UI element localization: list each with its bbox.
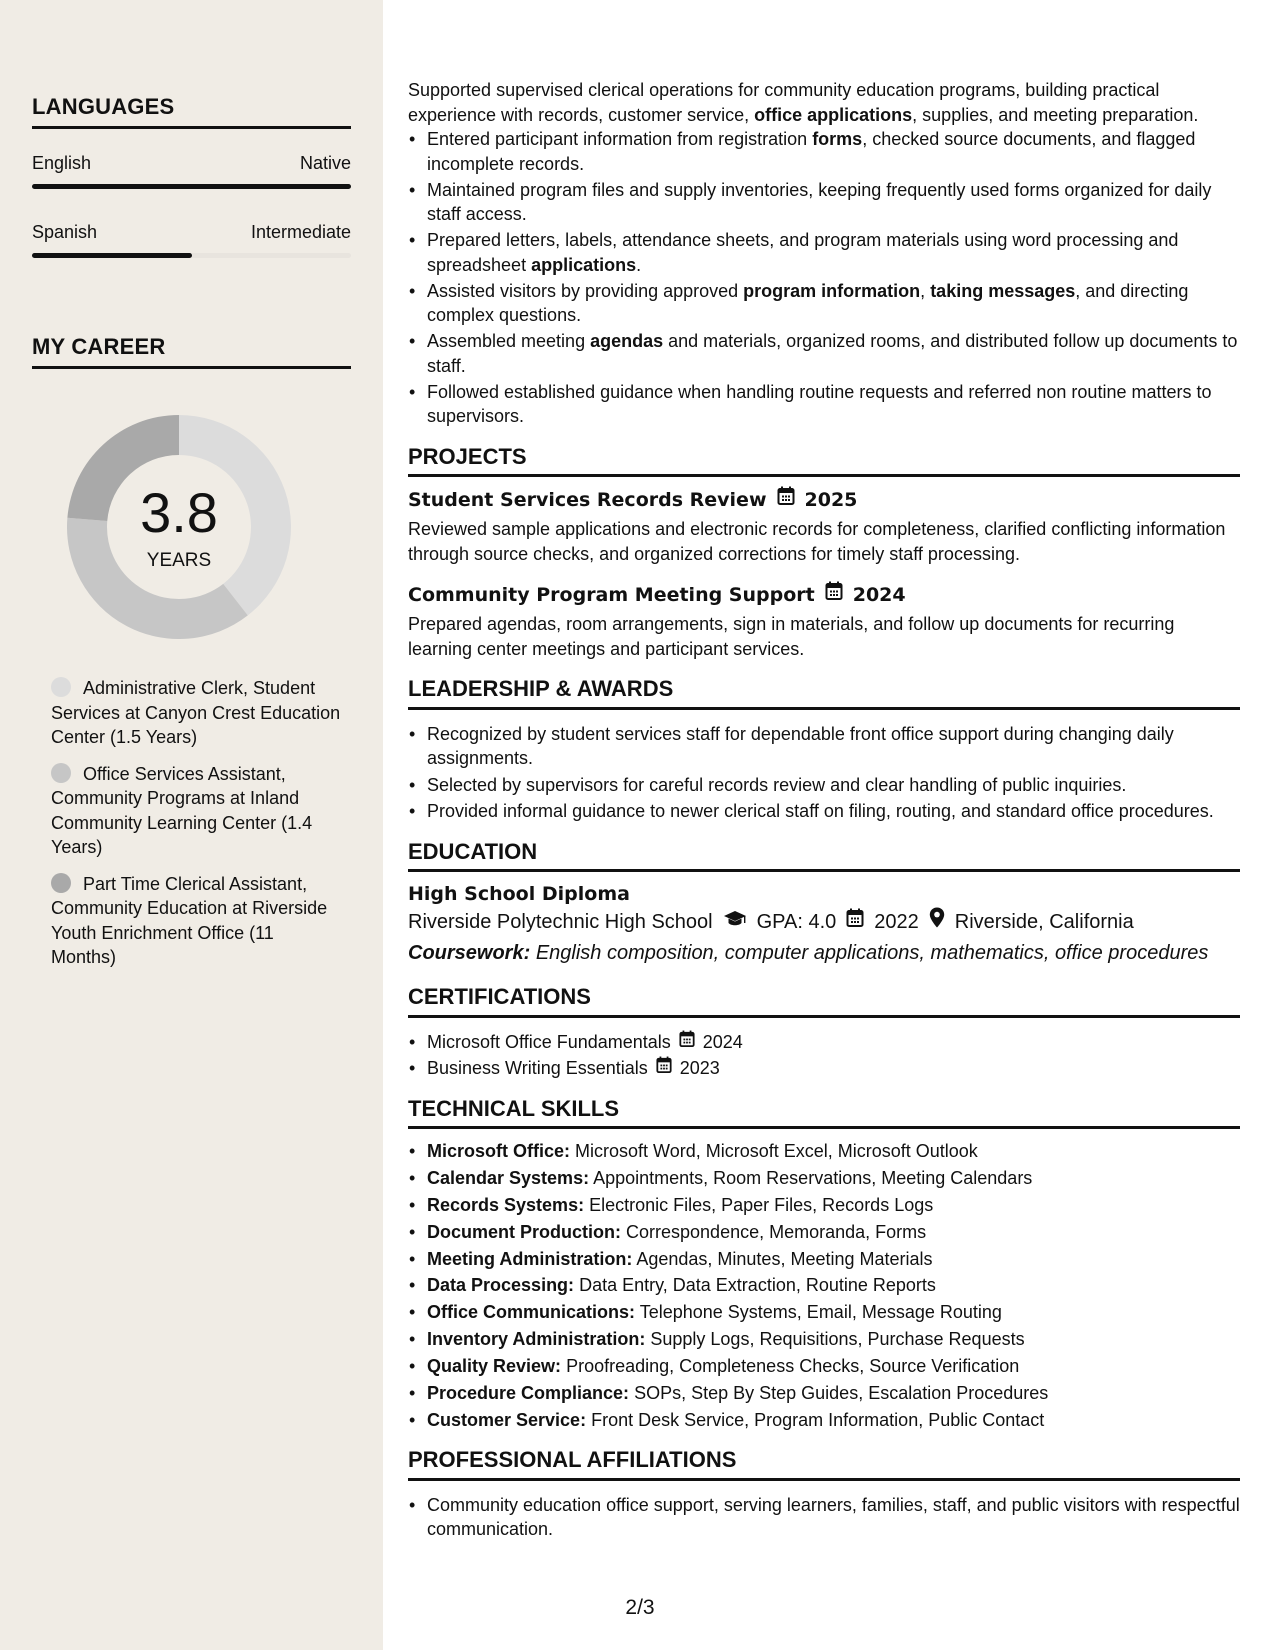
list-item: • Community education office support, serving learners, families, staff, and public visitors with respectful communication. (408, 1493, 1240, 1542)
list-item: • Recognized by student services staff for dependable front office support during changing daily assignments. (408, 722, 1240, 771)
summary-intro: Supported supervised clerical operations for community education programs, building practical experience with records, customer service, office applications, supplies, and meeting preparation. (408, 80, 1199, 125)
graduation-cap-icon (723, 907, 747, 938)
list-item: • Assisted visitors by providing approved program information, taking messages, and directing complex questions. (408, 279, 1240, 328)
list-item: • Records Systems: Electronic Files, Paper Files, Records Logs (408, 1193, 1240, 1218)
list-item: • Data Processing: Data Entry, Data Extraction, Routine Reports (408, 1273, 1240, 1298)
education-location: Riverside, California (954, 911, 1134, 933)
education-heading: EDUCATION (408, 840, 1240, 873)
language-name: Spanish (32, 222, 98, 242)
list-item: • Microsoft Office: Microsoft Word, Microsoft Excel, Microsoft Outlook (408, 1139, 1240, 1164)
sidebar (0, 0, 383, 1650)
projects-section (408, 445, 1240, 662)
education-gpa: GPA: 4.0 (756, 911, 837, 933)
certifications-heading: CERTIFICATIONS (408, 985, 1240, 1018)
career-item (51, 762, 341, 860)
list-item: • Selected by supervisors for careful records review and clear handling of public inquiries. (408, 773, 1240, 798)
education-school: Riverside Polytechnic High School (408, 911, 713, 933)
list-item: • Quality Review: Proofreading, Completeness Checks, Source Verification (408, 1354, 1240, 1379)
list-item (408, 1030, 1240, 1055)
project-title-row (408, 581, 1240, 608)
leadership-list (408, 722, 1240, 824)
language-name: English (32, 153, 92, 173)
calendar-icon (777, 486, 795, 513)
certifications-section (408, 985, 1240, 1081)
project-title: Student Services Records Review (408, 488, 767, 511)
project-year: 2025 (804, 488, 858, 511)
project-description: Prepared agendas, room arrangements, sign in materials, and follow up documents for recurring learning center meetings and participant services. (408, 614, 1175, 659)
list-item: • Followed established guidance when handling routine requests and referred non routine matters to supervisors. (408, 380, 1240, 429)
career-item-text: Administrative Clerk, Student Services at Canyon Crest Education Center (1.5 Years) (51, 678, 341, 747)
list-item (408, 1056, 1240, 1081)
list-item: • Maintained program files and supply inventories, keeping frequently used forms organized for daily staff access. (408, 178, 1240, 227)
certification-year: 2023 (679, 1058, 720, 1078)
coursework-text: English composition, computer applications, mathematics, office procedures (535, 942, 1209, 964)
projects-heading: PROJECTS (408, 445, 1240, 478)
career-total-unit: YEARS (146, 550, 212, 571)
skills-list (408, 1139, 1240, 1432)
list-item: • Customer Service: Front Desk Service, Program Information, Public Contact (408, 1408, 1240, 1433)
certification-name: • Microsoft Office Fundamentals (427, 1031, 671, 1052)
map-pin-icon (929, 907, 945, 938)
language-row-english (32, 153, 351, 174)
affiliations-list (408, 1493, 1240, 1542)
list-item: • Entered participant information from registration forms, checked source documents, and flagged incomplete records. (408, 127, 1240, 176)
career-legend-dot (51, 677, 71, 697)
education-degree: High School Diploma (408, 883, 630, 905)
experience-summary (408, 78, 1240, 429)
education-year: 2022 (874, 911, 919, 933)
career-legend-dot (51, 763, 71, 783)
list-item: • Office Communications: Telephone Systems, Email, Message Routing (408, 1300, 1240, 1325)
career-total-value: 3.8 (140, 481, 218, 544)
page-number: 2/3 (625, 1596, 655, 1619)
calendar-icon (825, 581, 843, 608)
experience-bullets (408, 127, 1240, 429)
leadership-section (408, 677, 1240, 824)
certification-year: 2024 (702, 1031, 743, 1052)
coursework-label: Coursework: (408, 942, 531, 964)
education-coursework (408, 938, 1240, 969)
language-level: Native (299, 153, 351, 173)
main-content (408, 78, 1240, 1542)
list-item: • Assembled meeting agendas and materials, organized rooms, and distributed follow up documents to staff. (408, 329, 1240, 378)
languages-heading: LANGUAGES (32, 94, 351, 129)
education-section (408, 840, 1240, 970)
education-details (408, 907, 1240, 938)
language-bar-fill (32, 184, 351, 189)
list-item: • Inventory Administration: Supply Logs, Requisitions, Purchase Requests (408, 1327, 1240, 1352)
career-heading: MY CAREER (32, 334, 351, 369)
career-item (51, 872, 341, 970)
list-item: • Document Production: Correspondence, Memoranda, Forms (408, 1220, 1240, 1245)
language-bar-spanish (32, 253, 351, 258)
project-description: Reviewed sample applications and electronic records for completeness, clarified conflicting information through source checks, and organized corrections for timely staff processing. (408, 519, 1226, 564)
project-title-row (408, 486, 1240, 513)
skills-heading: TECHNICAL SKILLS (408, 1097, 1240, 1130)
list-item: • Procedure Compliance: SOPs, Step By Step Guides, Escalation Procedures (408, 1381, 1240, 1406)
list-item: • Provided informal guidance to newer clerical staff on filing, routing, and standard office procedures. (408, 799, 1240, 824)
language-row-spanish (32, 222, 351, 243)
career-item-text: Part Time Clerical Assistant, Community Education at Riverside Youth Enrichment Office (11 Months) (51, 873, 328, 967)
skills-section (408, 1097, 1240, 1433)
calendar-icon (846, 907, 864, 938)
affiliations-section (408, 1448, 1240, 1542)
list-item: • Meeting Administration: Agendas, Minutes, Meeting Materials (408, 1247, 1240, 1272)
certifications-list (408, 1030, 1240, 1081)
language-bar-english (32, 184, 351, 189)
calendar-icon (656, 1056, 672, 1081)
affiliations-heading: PROFESSIONAL AFFILIATIONS (408, 1448, 1240, 1481)
certification-name: • Business Writing Essentials (427, 1058, 648, 1078)
career-list (51, 676, 341, 982)
leadership-heading: LEADERSHIP & AWARDS (408, 677, 1240, 710)
list-item: • Calendar Systems: Appointments, Room Reservations, Meeting Calendars (408, 1166, 1240, 1191)
list-item: • Prepared letters, labels, attendance sheets, and program materials using word processing and spreadsheet applications. (408, 228, 1240, 277)
career-item-text: Office Services Assistant, Community Programs at Inland Community Learning Center (1.4 Years) (51, 763, 313, 857)
project-year: 2024 (852, 583, 906, 606)
project-title: Community Program Meeting Support (408, 583, 815, 606)
language-level: Intermediate (250, 222, 351, 242)
career-legend-dot (51, 873, 71, 893)
calendar-icon (679, 1030, 695, 1055)
career-item (51, 676, 341, 750)
language-bar-fill (32, 253, 192, 258)
